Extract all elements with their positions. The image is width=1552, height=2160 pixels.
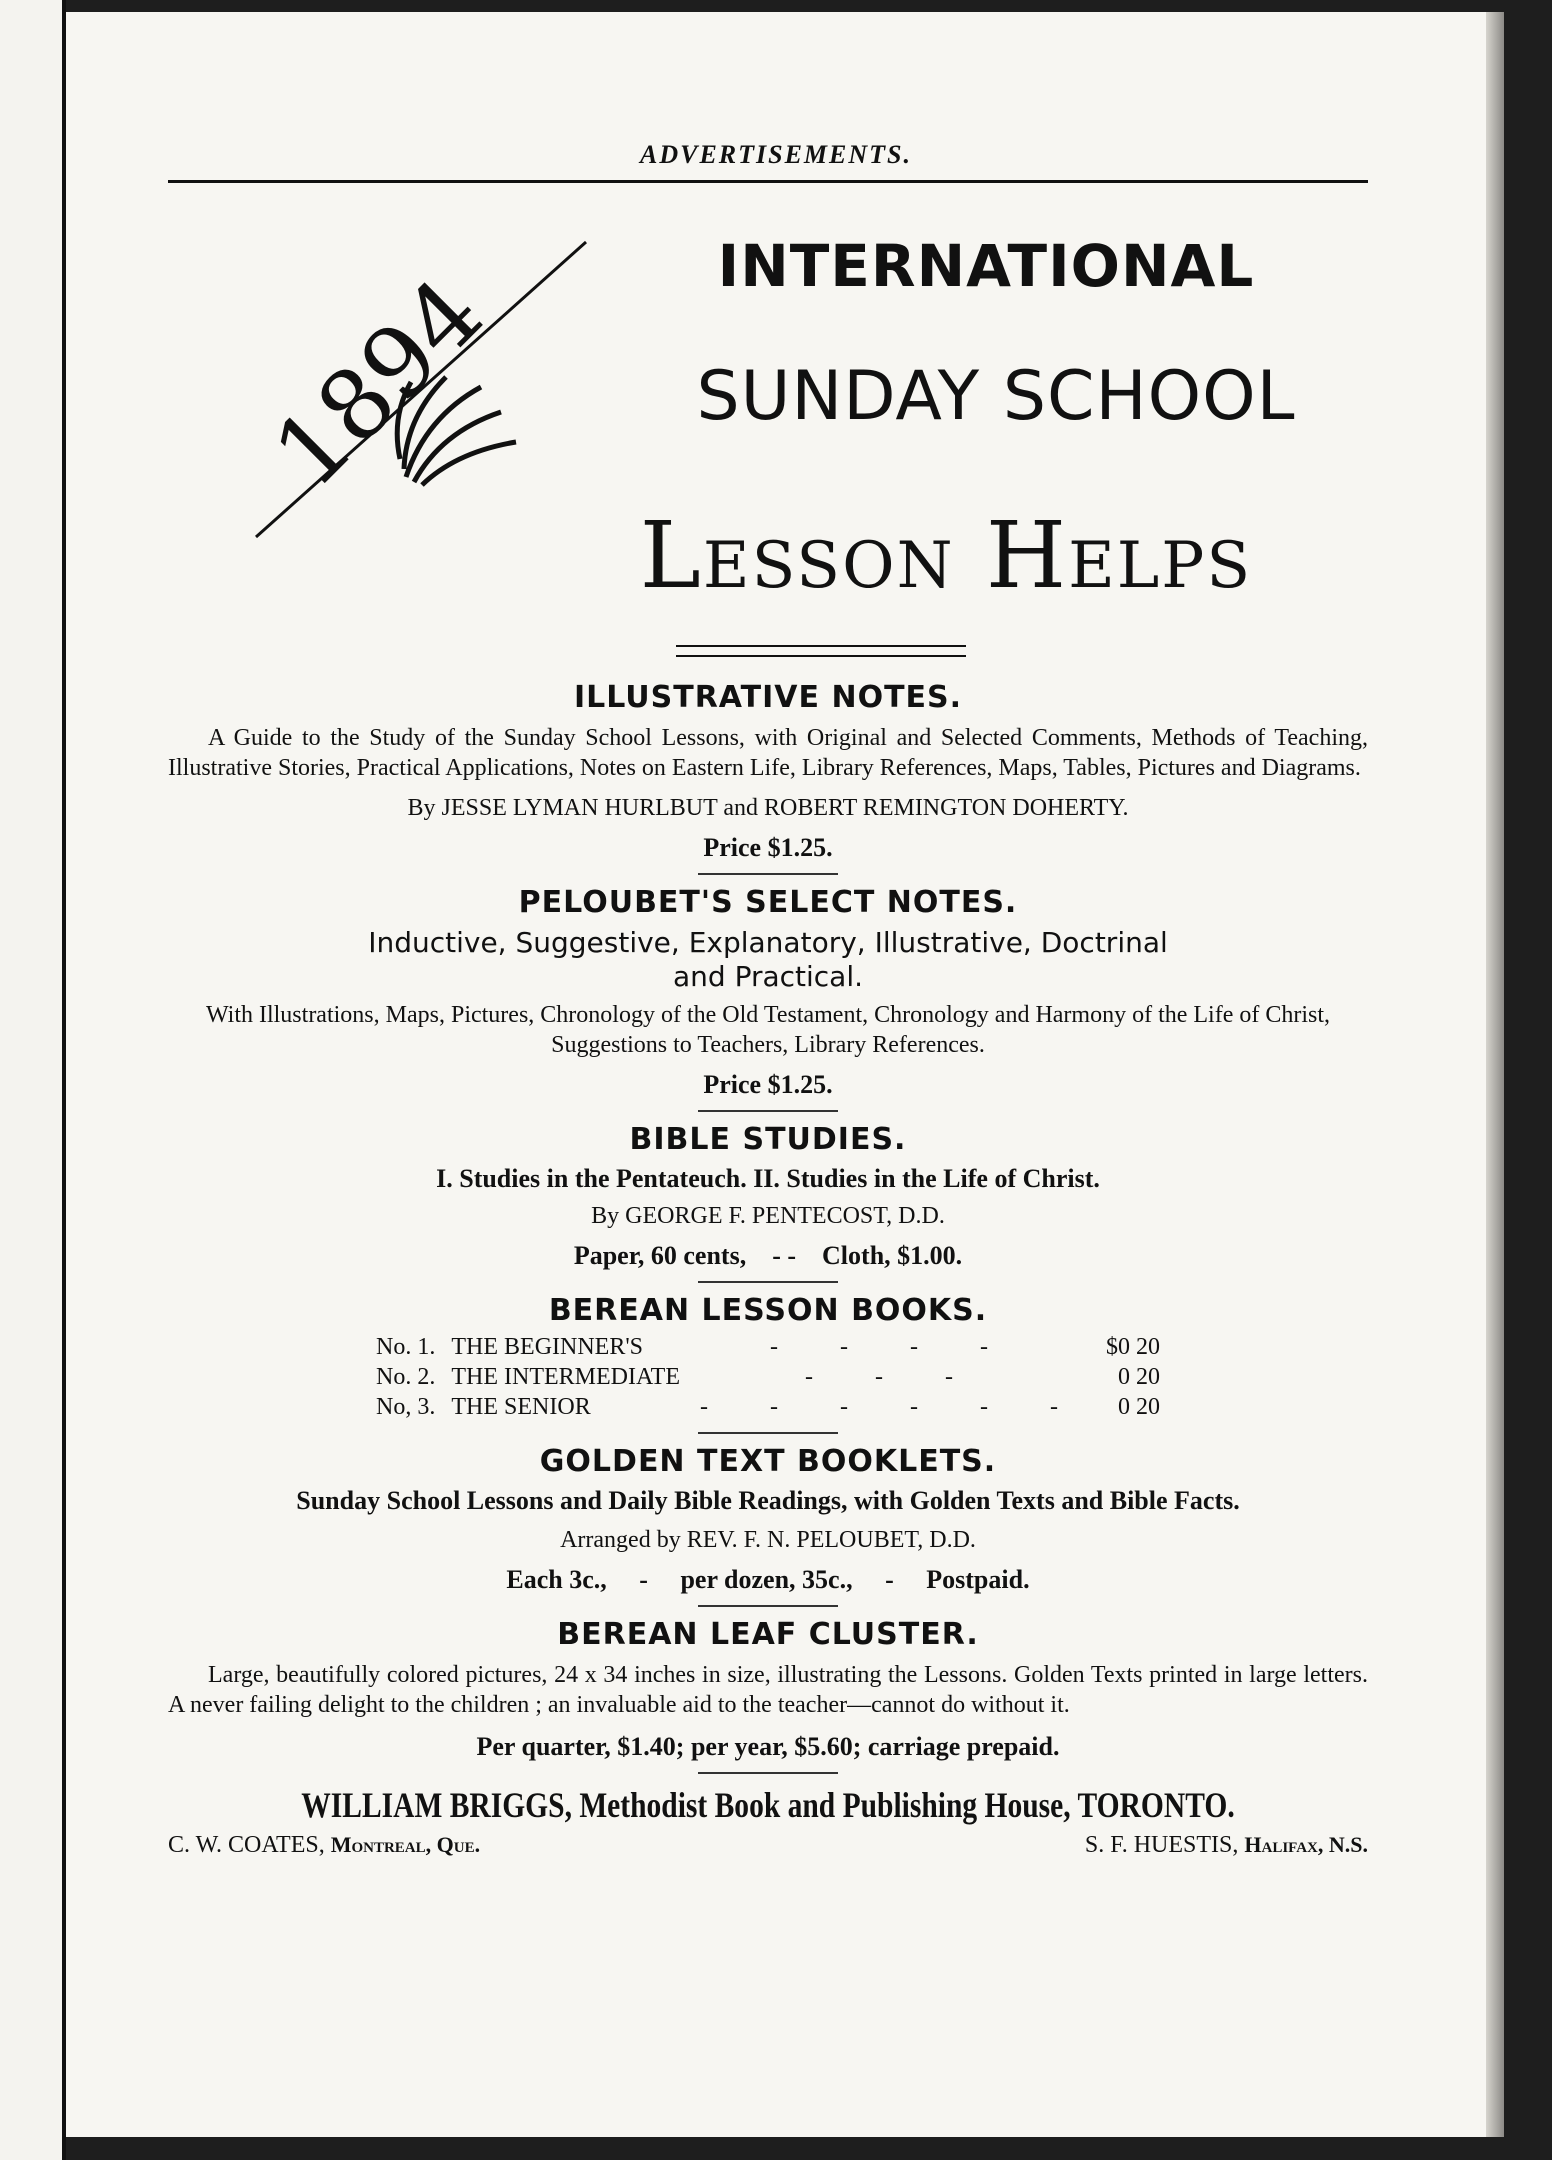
golden-text-prices: Each 3c., - per dozen, 35c., - Postpaid.: [506, 1565, 1030, 1594]
price-each: Each 3c.,: [506, 1565, 607, 1594]
leaf-cluster-heading: BEREAN LEAF CLUSTER.: [557, 1617, 979, 1652]
agent-montreal: [168, 1832, 480, 1859]
title-double-rule: [676, 645, 966, 657]
peloubet-subtitle: Inductive, Suggestive, Explanatory, Illustrative, Doctrinal and Practical.: [368, 926, 1168, 993]
leaf-cluster-description: Large, beautifully colored pictures, 24 x 34 inches in size, illustrating the Lessons. Golden Texts printed in large letters. A never failing delight to the children ; an invaluable aid to the teacher—cannot do without it.: [168, 1662, 1368, 1718]
section-divider: [698, 873, 838, 875]
golden-text-heading: GOLDEN TEXT BOOKLETS.: [539, 1444, 997, 1479]
book-number: No, 3.: [376, 1394, 436, 1420]
agent-halifax: [1085, 1832, 1368, 1859]
book-name: THE INTERMEDIATE: [451, 1364, 680, 1390]
illustrative-notes-description: A Guide to the Study of the Sunday School Lessons, with Original and Selected Comments, Methods of Teaching, Illustrative Stories, Practical Applications, Notes on Eastern Life, Library References, Maps, Tables, Pictures and Diagrams.: [168, 725, 1368, 781]
advertisement-page: [66, 12, 1486, 2137]
title-international: INTERNATIONAL: [717, 232, 1255, 300]
illustrative-notes-heading: ILLUSTRATIVE NOTES.: [573, 680, 963, 715]
agent-name: C. W. COATES,: [168, 1832, 325, 1858]
header-rule: [168, 180, 1368, 183]
leader-dots: - - -: [804, 1364, 981, 1390]
illustrative-notes-price: Price $1.25.: [703, 833, 833, 862]
section-divider: [698, 1281, 838, 1283]
agent-place: Halifax, N.S.: [1244, 1832, 1368, 1857]
illustrative-notes-authors: By JESSE LYMAN HURLBUT and ROBERT REMINGTON DOHERTY.: [407, 795, 1129, 821]
agents-footer: [168, 1832, 1368, 1859]
bible-studies-subtitle: I. Studies in the Pentateuch. II. Studies in the Life of Christ.: [436, 1164, 1100, 1193]
book-price: 0 20: [1117, 1364, 1160, 1390]
peloubet-description: With Illustrations, Maps, Pictures, Chronology of the Old Testament, Chronology and Harmony of the Life of Christ, Suggestions to Teachers, Library References.: [205, 1002, 1331, 1058]
year-label: 1894: [252, 257, 505, 509]
leaf-cluster-price: Per quarter, $1.40; per year, $5.60; carriage prepaid.: [476, 1732, 1060, 1761]
golden-text-arranged: Arranged by REV. F. N. PELOUBET, D.D.: [560, 1527, 976, 1553]
leader-dots: - - - - - -: [700, 1394, 1086, 1420]
price-cloth: Cloth, $1.00.: [822, 1241, 963, 1270]
section-divider: [698, 1110, 838, 1112]
bible-studies-prices: [168, 1241, 1368, 1271]
book-number: No. 1.: [376, 1334, 436, 1360]
title-lesson-helps: Lesson Helps: [639, 502, 1253, 609]
page-edge-shadow: [1486, 12, 1504, 2137]
table-row: [368, 1392, 1168, 1422]
price-dozen: per dozen, 35c.,: [680, 1565, 853, 1594]
agent-place: Montreal, Que.: [330, 1832, 481, 1857]
book-name: THE SENIOR: [451, 1394, 591, 1420]
running-header: ADVERTISEMENTS.: [639, 140, 913, 169]
section-divider: [698, 1772, 838, 1774]
leader-dots: - - - -: [769, 1334, 1016, 1360]
berean-books-table: [368, 1332, 1168, 1422]
fan-ornament-icon: [386, 357, 536, 497]
book-name: THE BEGINNER'S: [451, 1334, 644, 1360]
table-row: [368, 1362, 1168, 1392]
price-separator: - -: [772, 1241, 797, 1270]
book-price: 0 20: [1117, 1394, 1160, 1420]
section-divider: [698, 1432, 838, 1434]
bible-studies-heading: BIBLE STUDIES.: [629, 1122, 907, 1157]
adjacent-page-edge: [0, 0, 66, 2160]
agent-name: S. F. HUESTIS,: [1084, 1832, 1239, 1858]
peloubet-heading: PELOUBET'S SELECT NOTES.: [518, 885, 1018, 920]
golden-text-subtitle: Sunday School Lessons and Daily Bible Readings, with Golden Texts and Bible Facts.: [296, 1486, 1240, 1515]
peloubet-price: Price $1.25.: [703, 1070, 833, 1099]
section-divider: [698, 1605, 838, 1607]
berean-books-heading: BEREAN LESSON BOOKS.: [548, 1293, 988, 1328]
book-number: No. 2.: [376, 1364, 436, 1390]
title-sunday-school: SUNDAY SCHOOL: [696, 357, 1296, 436]
book-price: $0 20: [1105, 1334, 1160, 1360]
price-paper: Paper, 60 cents,: [573, 1241, 747, 1270]
table-row: [368, 1332, 1168, 1362]
bible-studies-author: By GEORGE F. PENTECOST, D.D.: [591, 1203, 945, 1229]
publisher-line: WILLIAM BRIGGS, Methodist Book and Publishing House, TORONTO.: [301, 1785, 1235, 1825]
price-postpaid: Postpaid.: [926, 1565, 1030, 1594]
advert-content: [168, 680, 1368, 1859]
